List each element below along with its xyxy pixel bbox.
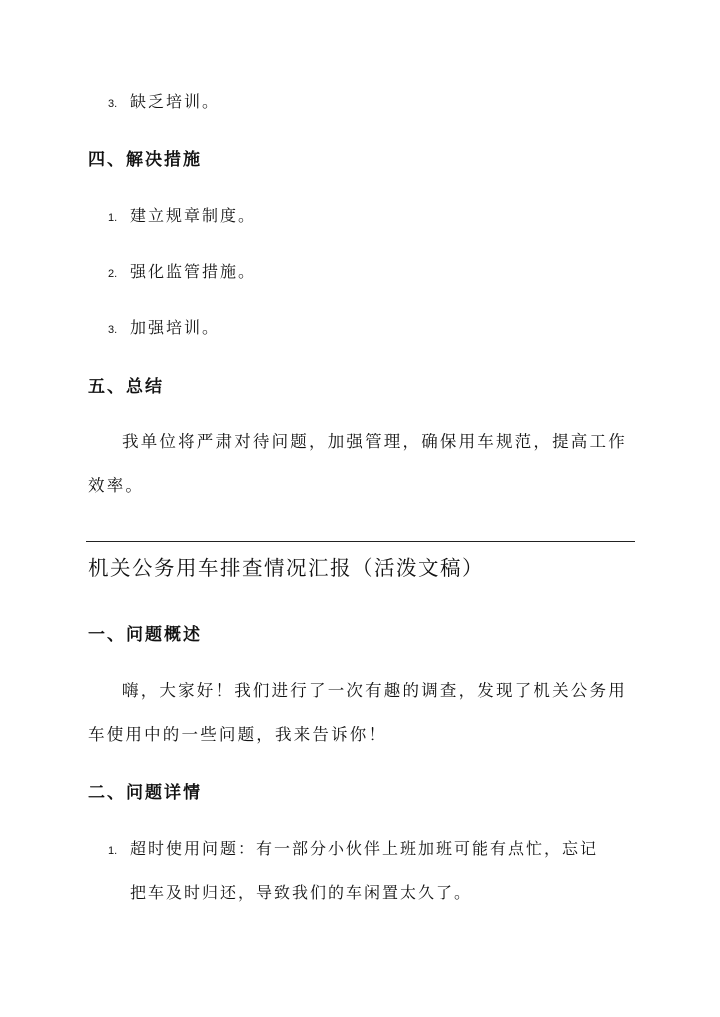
list-text: 缺乏培训。 <box>130 92 221 111</box>
list-number: 1. <box>108 845 118 857</box>
list-item <box>108 315 220 338</box>
list-item-continuation: 把车及时归还，导致我们的车闲置太久了。 <box>130 883 473 902</box>
list-text: 强化监管措施。 <box>130 262 257 281</box>
list-number: 3. <box>108 324 118 336</box>
list-text: 建立规章制度。 <box>130 206 257 225</box>
list-item <box>108 836 598 859</box>
list-item <box>108 259 256 282</box>
paragraph-line: 我单位将严肃对待问题，加强管理，确保用车规范，提高工作 <box>122 432 627 451</box>
paragraph-line: 效率。 <box>88 476 145 495</box>
list-number: 1. <box>108 212 118 224</box>
list-text: 加强培训。 <box>130 318 221 337</box>
paragraph-line: 嗨，大家好！我们进行了一次有趣的调查，发现了机关公务用 <box>122 681 627 700</box>
list-item <box>108 203 256 226</box>
section-heading: 五、总结 <box>88 377 164 397</box>
document-title: 机关公务用车排查情况汇报（活泼文稿） <box>88 556 484 580</box>
list-item <box>108 89 220 112</box>
horizontal-rule <box>86 541 635 542</box>
section-heading: 四、解决措施 <box>88 150 202 170</box>
list-number: 3. <box>108 98 118 110</box>
section-heading: 一、问题概述 <box>88 625 202 645</box>
list-number: 2. <box>108 268 118 280</box>
section-heading: 二、问题详情 <box>88 783 202 803</box>
paragraph-line: 车使用中的一些问题，我来告诉你！ <box>88 725 388 744</box>
list-text: 超时使用问题：有一部分小伙伴上班加班可能有点忙，忘记 <box>130 839 599 858</box>
